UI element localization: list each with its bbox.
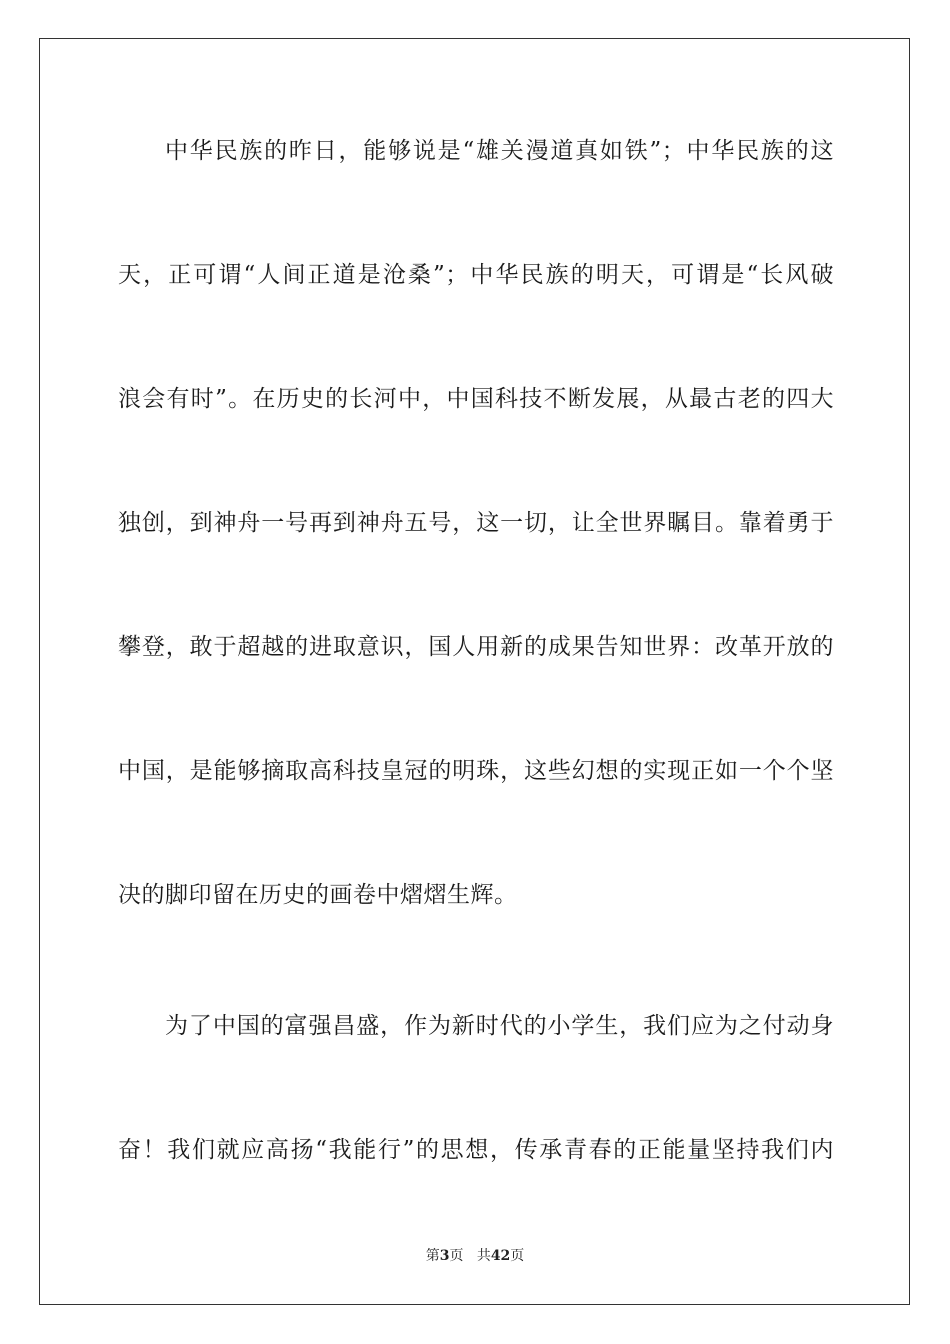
page-suffix: 页	[449, 1248, 464, 1264]
paragraph-line: 奋！我们就应高扬“我能行”的思想，传承青春的正能量坚持我们内	[118, 1137, 834, 1163]
total-pages: 42	[490, 1248, 511, 1264]
paragraph-line: 攀登，敢于超越的进取意识，国人用新的成果告知世界：改革开放的	[118, 634, 834, 660]
page-prefix: 第	[425, 1248, 440, 1264]
paragraph-line: 为了中国的富强昌盛，作为新时代的小学生，我们应为之付动身	[165, 1013, 834, 1039]
paragraph-line: 中华民族的昨日，能够说是“雄关漫道真如铁”；中华民族的这	[165, 138, 834, 164]
total-prefix: 共	[476, 1248, 491, 1264]
total-suffix: 页	[510, 1248, 525, 1264]
page-footer	[0, 1246, 950, 1266]
paragraph-line: 浪会有时”。在历史的长河中，中国科技不断发展，从最古老的四大	[118, 386, 834, 412]
paragraph-line: 天，正可谓“人间正道是沧桑”；中华民族的明天，可谓是“长风破	[118, 262, 834, 288]
page-number: 3	[439, 1248, 450, 1264]
paragraph-line: 决的脚印留在历史的画卷中熠熠生辉。	[118, 882, 518, 908]
paragraph-line: 中国，是能够摘取高科技皇冠的明珠，这些幻想的实现正如一个个坚	[118, 758, 834, 784]
paragraph-line: 独创，到神舟一号再到神舟五号，这一切，让全世界瞩目。靠着勇于	[118, 510, 834, 536]
page-border	[39, 38, 910, 1305]
